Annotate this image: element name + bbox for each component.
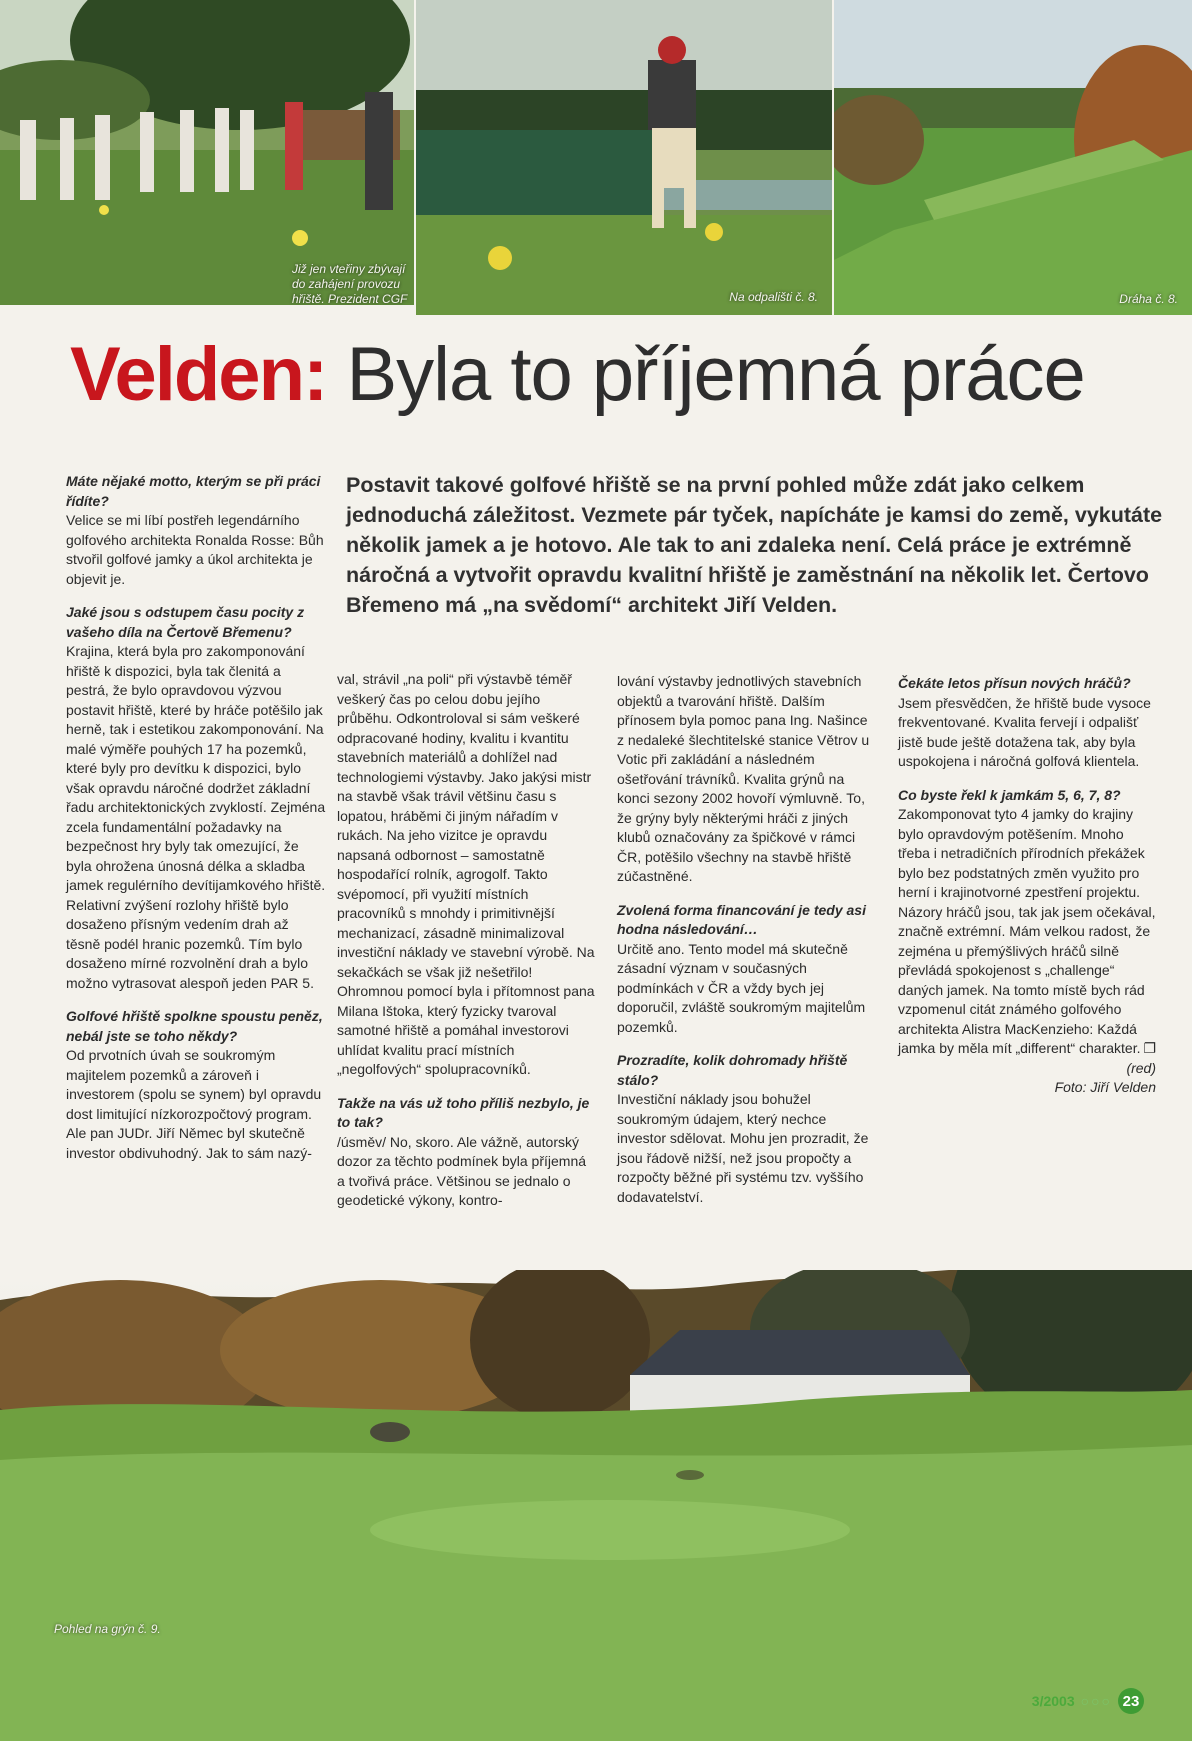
- headline-name: Velden:: [70, 332, 327, 417]
- answer-cost: Investiční náklady jsou bohužel soukromým údajem, který nechce investor sdělovat. Mohu jen prozradit, že jsou řádově nižší, než jsou propočty a rozpočty běžné při systému tzv. vyššího dodavatelství.: [617, 1091, 869, 1205]
- article-column-3: [617, 672, 875, 1207]
- article-column-4: [898, 674, 1156, 1098]
- question-holes: Co byste řekl k jamkám 5, 6, 7, 8?: [898, 786, 1121, 803]
- answer-new-players: Jsem přesvědčen, že hřiště bude vysoce frekventované. Kvalita fervejí i odpališť jistě bude ještě dotažena tak, aby byla uspokojena i náročná golfová klientela.: [898, 694, 1151, 769]
- question-motto: Máte nějaké motto, kterým se při práci řídíte?: [66, 473, 321, 509]
- answer-holes-text: Zakomponovat tyto 4 jamky do krajiny bylo opravdovým potěšením. Mnoho třeba i netradičních přírodních překážek bylo bez podstatných změn využito pro herní i krajinotvorné zpestření projektu. Názory hráčů jsou, tak jak jsem očekával, značně extrémní. Mám velkou radost, že zejména u přemýšlivých hráčů silně převládá spokojenost s „challenge“ daných jamek. Na tomto místě bych rád vzpomenul citát známého golfového architekta Alistra MacKenzieho: Každá jamka by měla mít „different“ charakter.: [898, 806, 1156, 1056]
- photo-caption-fairway: Dráha č. 8.: [1119, 292, 1178, 306]
- answer-little-left: /úsměv/ No, skoro. Ale vážně, autorský dozor za těchto podmínek byla příjemná a tvořivá práce. Většinou se jednalo o geodetické výkony, kontro-: [337, 1133, 587, 1208]
- question-feelings: Jaké jsou s odstupem času pocity z vašeho díla na Čertově Břemenu?: [66, 604, 305, 640]
- answer-motto: Velice se mi líbí postřeh legendárního golfového architekta Ronalda Rosse: Bůh stvořil golfové jamky a úkol architekta je objevit je.: [66, 512, 324, 587]
- article-column-1: [66, 472, 326, 1163]
- signature-photo-credit: Foto: Jiří Velden: [1054, 1079, 1156, 1095]
- photo-golfer-swing-image: [416, 0, 832, 315]
- answer-little-left-continued: lování výstavby jednotlivých stavebních objektů a tvarování hřiště. Dalším přínosem byla pomoc pana Ing. Našince z nedaleké šlechtitelské stanice Větrov u Votic při zakládání a následném ošetřování trávníků. Kvalita grýnů na konci sezony 2002 hovoří výmluvně. To, že grýny byly některými hráči z jiných klubů označovány za špičkové v rámci ČR, potěšilo všechny na stavbě hřiště zúčastněné.: [617, 673, 870, 884]
- answer-financing: Určitě ano. Tento model má skutečně zásadní význam v současných podmínkách v ČR a vždy bych jej doporučil, zvláště soukromým majitelům pozemků.: [617, 940, 866, 1035]
- headline-title: Byla to příjemná práce: [346, 332, 1085, 417]
- photo-green-panorama: [0, 1270, 1192, 1741]
- page-footer: [1032, 1688, 1144, 1714]
- answer-money: Od prvotních úvah se soukromým majitelem pozemků a zároveň i investorem (spolu se synem) byl opravdu dost limitující nízkorozpočtový program. Ale pan JUDr. Jiří Němec byl skutečně investor obdivuhodný. Jak to sám nazý-: [66, 1047, 322, 1161]
- article-headline: [70, 330, 1170, 420]
- article-lead: Postavit takové golfové hřiště se na první pohled může zdát jako celkem jednoduchá záležitost. Vezmete pár tyček, napícháte je kamsi do země, vykutáte několik jamek a je hotovo. Ale tak to ani zdaleka není. Celá práce je extrémně náročná a vytvořit opravdu kvalitní hřiště je zaměstnání na několik let. Čertovo Břemeno má „na svědomí“ architekt Jiří Velden.: [346, 473, 1163, 617]
- end-of-article-icon: ❐: [1143, 1040, 1156, 1056]
- photo-green-panorama-image: [0, 1270, 1192, 1741]
- question-cost: Prozradíte, kolik dohromady hřiště stálo?: [617, 1052, 848, 1088]
- question-new-players: Čekáte letos přísun nových hráčů?: [898, 675, 1131, 691]
- photo-fairway: [834, 0, 1192, 315]
- article-column-2: [337, 670, 595, 1211]
- photo-caption-green: Pohled na grýn č. 9.: [54, 1622, 161, 1636]
- answer-money-continued: val, strávil „na poli“ při výstavbě téměř veškerý čas po celou dobu jejího průběhu. Odkontroloval si sám veškeré odpracované hodiny, kvalitu i kvantitu stavebních materiálů a dohlížel nad technologiemi výstavby. Jako jakýsi mistr na stavbě však trávil většinu času s lopatou, hráběmi či jiným nářadím v rukách. Na jeho vizitce je opravdu napsaná odbornost – samostatně hospodařící rolník, agrogolf. Takto svépomocí, při využití místních pracovníků s mnohdy i primitivnější mechanizací, zásadně minimalizoval investiční náklady ve stavební výrobě. Na sekačkách se však již nešetřilo! Ohromnou pomocí byla i přítomnost pana Milana Ištoka, který fyzicky tvaroval samotné hřiště a pomáhal investorovi uhlídat kvalitu prací místních „negolfových“ spolupracovníků.: [337, 671, 595, 1077]
- photo-caption-tee-box: Na odpališti č. 8.: [729, 290, 818, 304]
- page-number-badge: 23: [1118, 1688, 1144, 1714]
- question-financing: Zvolená forma financování je tedy asi hodna následování…: [617, 901, 866, 937]
- signature-editor: (red): [1126, 1059, 1156, 1076]
- issue-number: 3/2003: [1031, 1693, 1075, 1709]
- photo-golfers-at-tee-image: [0, 0, 414, 305]
- footer-dots-icon: ○○○: [1080, 1693, 1112, 1709]
- photo-fairway-image: [834, 0, 1192, 315]
- answer-feelings: Krajina, která byla pro zakomponování hřiště k dispozici, byla tak členitá a pestrá, že bylo opravdovou výzvou postavit hřiště, které by hráče potěšilo jak herně, tak i estetikou zakomponování. Na malé výměře pouhých 17 ha pozemků, které byly pro devítku k dispozici, bylo však opravdu náročné dodržet základní řadu architektonických zvyklostí. Zejména zcela fundamentální požadavky na bezpečnost hry byly tak omezující, že byla ohrožena únosná délka a skladba jamek regulérního devítijamkového hřiště. Relativní zvýšení rozlohy hřiště bylo dosaženo přísným vedením drah až těsně podél hranic pozemků. Tím bylo dosaženo mírné rozvolnění drah a bylo možno vytrasovat alespoň jeden PAR 5.: [66, 643, 326, 991]
- question-money: Golfové hřiště spolkne spoustu peněz, nebál jste se toho někdy?: [66, 1008, 323, 1044]
- photo-golfers-at-tee: [0, 0, 414, 305]
- answer-holes: [898, 805, 1156, 1059]
- photo-caption-tee: Již jen vteřiny zbývají do zahájení provozu hřiště. Prezident CGF: [292, 262, 408, 305]
- photo-golfer-swing: [416, 0, 832, 315]
- question-little-left: Takže na vás už toho příliš nezbylo, je to tak?: [337, 1094, 590, 1130]
